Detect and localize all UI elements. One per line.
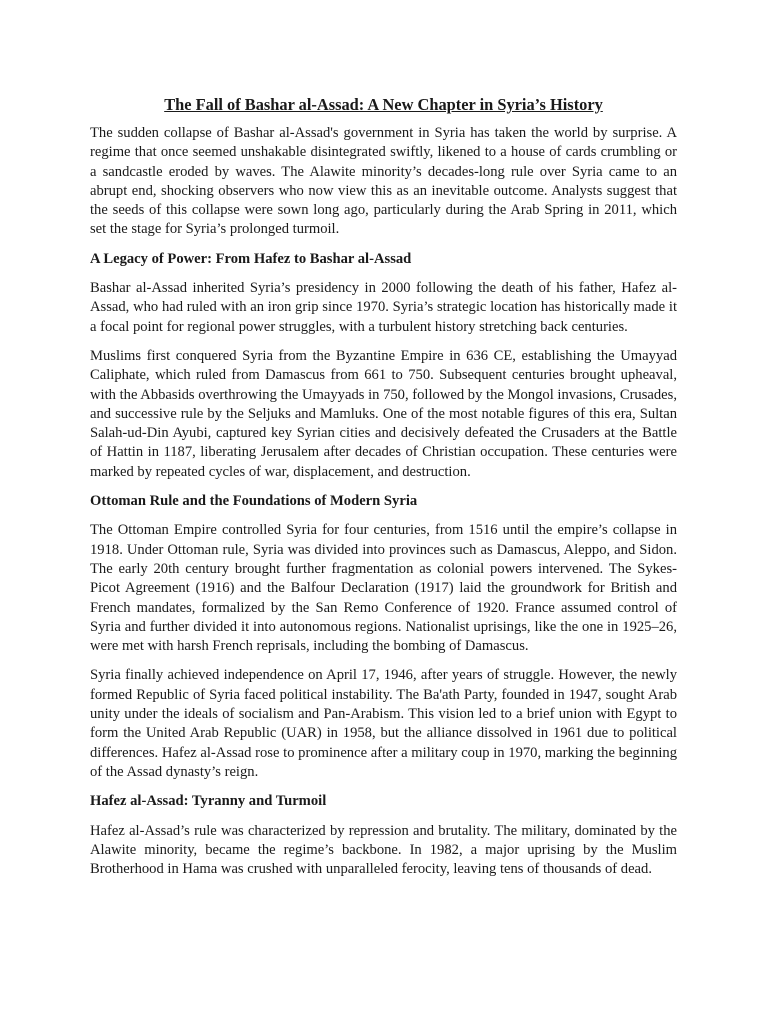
document-page	[90, 95, 677, 889]
paragraph: Muslims first conquered Syria from the Byzantine Empire in 636 CE, establishing the Umayyad Caliphate, which ruled from Damascus from 661 to 750. Subsequent centuries brought upheaval, with the Abbasids overthrowing the Umayyads in 750, followed by the Mongol invasions, Crusades, and successive rule by the Seljuks and Mamluks. One of the most notable figures of this era, Sultan Salah-ud-Din Ayubi, captured key Syrian cities and decisively defeated the Crusaders at the Battle of Hattin in 1187, liberating Jerusalem after decades of Christian occupation. These centuries were marked by repeated cycles of war, displacement, and destruction.	[90, 347, 677, 480]
section-heading-ottoman: Ottoman Rule and the Foundations of Modern Syria	[90, 493, 418, 510]
paragraph: The Ottoman Empire controlled Syria for four centuries, from 1516 until the empire’s collapse in 1918. Under Ottoman rule, Syria was divided into provinces such as Damascus, Aleppo, and Sidon. The early 20th century brought further fragmentation as colonial powers intervened. The Sykes-Picot Agreement (1916) and the Balfour Declaration (1917) laid the groundwork for British and French mandates, formalized by the San Remo Conference of 1920. France assumed control of Syria and further divided it into autonomous regions. Nationalist uprisings, like the one in 1925–26, were met with harsh French reprisals, including the bombing of Damascus.	[90, 522, 677, 655]
section-heading-hafez: Hafez al-Assad: Tyranny and Turmoil	[90, 793, 327, 810]
paragraph: Syria finally achieved independence on April 17, 1946, after years of struggle. However, the newly formed Republic of Syria faced political instability. The Ba'ath Party, founded in 1947, sought Arab unity under the ideals of socialism and Pan-Arabism. This vision led to a brief union with Egypt to form the United Arab Republic (UAR) in 1958, but the alliance dissolved in 1961 due to political differences. Hafez al-Assad rose to prominence after a military coup in 1970, marking the beginning of the Assad dynasty’s reign.	[90, 667, 677, 780]
paragraph: Hafez al-Assad’s rule was characterized by repression and brutality. The military, dominated by the Alawite minority, became the regime’s backbone. In 1982, a major uprising by the Muslim Brotherhood in Hama was crushed with unparalleled ferocity, leaving tens of thousands of dead.	[90, 822, 677, 878]
document-title: The Fall of Bashar al-Assad: A New Chapter in Syria’s History	[164, 95, 603, 114]
intro-paragraph: The sudden collapse of Bashar al-Assad's government in Syria has taken the world by surprise. A regime that once seemed unshakable disintegrated swiftly, likened to a house of cards crumbling or a sandcastle eroded by waves. The Alawite minority’s decades-long rule over Syria came to an abrupt end, shocking observers who now view this as an inevitable outcome. Analysts suggest that the seeds of this collapse were sown long ago, particularly during the Arab Spring in 2011, which set the stage for Syria’s prolonged turmoil.	[90, 125, 677, 238]
paragraph: Bashar al-Assad inherited Syria’s presidency in 2000 following the death of his father, Hafez al-Assad, who had ruled with an iron grip since 1970. Syria’s strategic location has historically made it a focal point for regional power struggles, with a turbulent history stretching back centuries.	[90, 280, 677, 335]
section-heading-legacy: A Legacy of Power: From Hafez to Bashar al-Assad	[90, 250, 412, 267]
